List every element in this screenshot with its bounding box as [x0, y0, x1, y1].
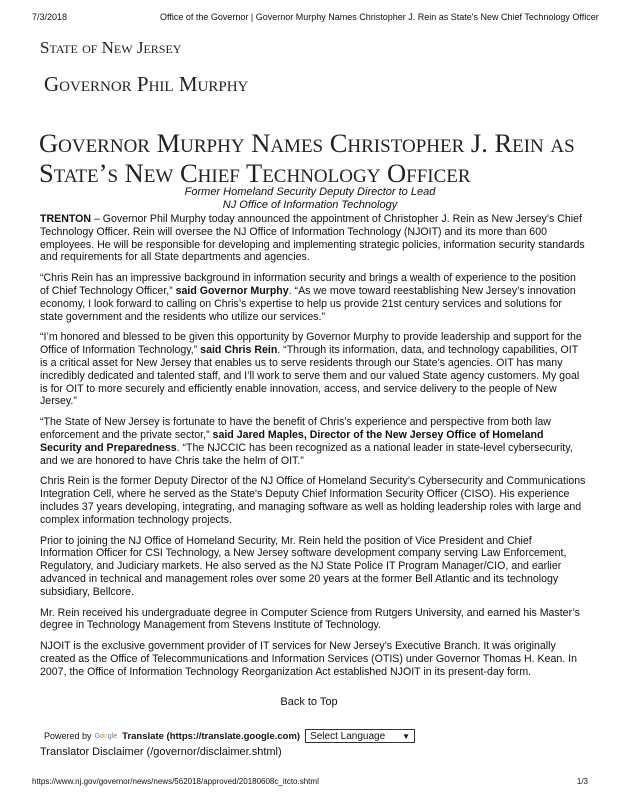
- paragraph-2-text-a: “Chris Rein has an impressive background in information security and brings a wealth of experience to the position of Chief Technology Officer,”: [40, 272, 576, 297]
- paragraph-7: Mr. Rein received his undergraduate degree in Computer Science from Rutgers University, and earned his Master’s degree in Technology Management from Stevens Institute of Technology.: [40, 606, 580, 632]
- state-name-link[interactable]: State of New Jersey: [40, 38, 182, 57]
- paragraph-3-attribution: said Chris Rein: [200, 344, 278, 357]
- paragraph-2-text-b: . “As we move toward reestablishing New Jersey’s innovation economy, I look forward to calling on Chris’s expertise to help us provide 21st century services and solutions for state government and the residents who utilize our services.”: [40, 284, 576, 323]
- print-date: 7/3/2018: [32, 12, 68, 22]
- language-select[interactable]: [305, 729, 415, 743]
- translator-disclaimer-link[interactable]: Translator Disclaimer (/governor/disclaimer.shtml): [40, 746, 282, 758]
- language-select-value: Select Language: [310, 730, 386, 742]
- paragraph-6: Prior to joining the NJ Office of Homeland Security, Mr. Rein held the position of Vice President and Chief Information Officer for CSI Technology, a New Jersey software development company serving Law Enforcement, Regulatory, and Judiciary markets. He also served as the NJ State Police IT Program Manager/CIO, and earlier advanced in technical and management roles over some 20 years at the former Bell Atlantic and its technology subsidiary, Bellcore.: [40, 534, 567, 598]
- paragraph-1: [40, 213, 586, 264]
- powered-by-label: Powered by: [44, 731, 92, 741]
- paragraph-2-attribution: said Governor Murphy: [175, 284, 289, 297]
- subheadline: [40, 186, 580, 212]
- google-logo-icon: Google: [94, 732, 118, 740]
- paragraph-4: [40, 416, 586, 467]
- headline-line-1: Governor Murphy Names Christopher J. Rein as: [39, 128, 575, 158]
- dateline: TRENTON: [40, 213, 92, 225]
- governor-name-link[interactable]: Governor Phil Murphy: [44, 72, 249, 96]
- subhead-line-1: Former Homeland Security Deputy Director to Lead: [184, 186, 436, 198]
- paragraph-8: NJOIT is the exclusive government provider of IT services for New Jersey’s Executive Branch. It was originally created as the Office of Telecommunications and Information Services (OTIS) under Governor Thomas H. Kean. In 2007, the Office of Information Technology Reorganization Act established NJOIT in its present-day form.: [40, 640, 578, 678]
- page-title: [39, 128, 599, 188]
- paragraph-4-text-a: “The State of New Jersey is fortunate to have the benefit of Chris’s experience and perspective from both law enforcement and the private sector,”: [40, 416, 551, 441]
- subhead-line-2: NJ Office of Information Technology: [222, 199, 398, 211]
- paragraph-3: [40, 331, 586, 408]
- back-to-top-link[interactable]: Back to Top: [280, 696, 338, 708]
- paragraph-4-attribution: said Jared Maples, Director of the New Jersey Office of Homeland Security and Preparedness: [40, 428, 544, 454]
- article-body: [40, 213, 586, 687]
- print-url: https://www.nj.gov/governor/news/news/562018/approved/20180608c_itcto.shtml: [32, 777, 319, 786]
- paragraph-5: Chris Rein is the former Deputy Director of the NJ Office of Homeland Security’s Cybersecurity and Communications Integration Cell, where he served as the State's Deputy Chief Information Security Officer (CISO). His experience includes 37 years developing, integrating, and managing software as well as holding leadership roles with large and complex information technology projects.: [40, 475, 586, 526]
- paragraph-3-text-a: “I’m honored and blessed to be given this opportunity by Governor Murphy to provide leadership and support for the Office of Information Technology,”: [40, 331, 582, 357]
- headline-line-2: State’s New Chief Technology Officer: [39, 158, 471, 188]
- translate-bar: [44, 729, 415, 743]
- paragraph-1-text: – Governor Phil Murphy today announced the appointment of Christopher J. Rein as New Jersey’s Chief Technology Officer. Rein will oversee the NJ Office of Information Technology (NJOIT) and its more than 600 employees. He will be responsible for developing and implementing strategic policies, information security standards and requirements for all State departments and agencies.: [40, 213, 585, 264]
- print-page-title: Office of the Governor | Governor Murphy Names Christopher J. Rein as State's New Chief Technology Officer: [160, 12, 599, 22]
- dropdown-arrow-icon: ▼: [402, 731, 411, 741]
- paragraph-2: [40, 272, 586, 323]
- print-page-number: 1/3: [576, 777, 588, 786]
- paragraph-3-text-b: . “Through its information, data, and technology capabilities, OIT is a critical asset for New Jersey that enables us to serve residents through our State’s agencies. OIT has many incredibly dedicated and talented staff, and I’ll work to serve them and our valued State agency customers. My goal is for OIT to more securely and efficiently enable innovation, access, and service delivery to the people of New Jersey.”: [40, 344, 580, 408]
- paragraph-4-text-b: . “The NJCCIC has been recognized as a national leader in state-level cybersecurity, and we are honored to have Chris take the helm of OIT.”: [40, 441, 573, 467]
- translate-link[interactable]: Translate (https://translate.google.com): [122, 730, 301, 742]
